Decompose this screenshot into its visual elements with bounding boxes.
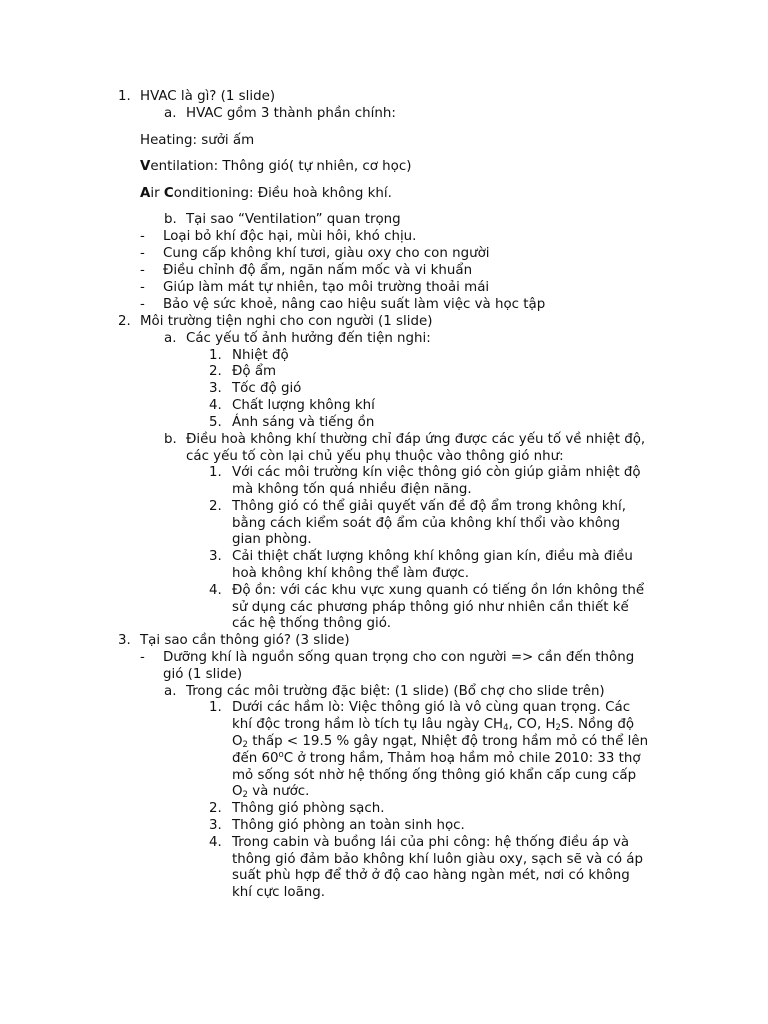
- point-text: sử dụng các phương pháp thông gió như nhiên cần thiết kế: [232, 600, 629, 615]
- list-letter: a.: [164, 684, 177, 699]
- list-number: 5.: [209, 415, 222, 430]
- item-text: thông gió đảm bảo không khí luôn giàu oxy, sạch sẽ và có áp: [232, 852, 644, 867]
- item-text: Thông gió phòng an toàn sinh học.: [232, 818, 465, 833]
- list-number: 2.: [118, 314, 131, 329]
- list-number: 4.: [209, 835, 222, 850]
- list-item-text: Các yếu tố ảnh hưởng đến tiện nghi:: [186, 331, 431, 346]
- section-1-title: HVAC là gì? (1 slide): [140, 89, 276, 104]
- dash-bullet: -: [140, 263, 145, 278]
- dash-bullet: -: [140, 229, 145, 244]
- item-text: Trong cabin và buồng lái của phi công: hệ thống điều áp và: [232, 835, 630, 850]
- section-2-title: Môi trường tiện nghi cho con người (1 slide): [140, 314, 433, 329]
- list-number: 1.: [209, 348, 222, 363]
- item-text: mỏ sống sót nhờ hệ thống ống thông gió khẩn cấp cung cấp: [232, 768, 637, 783]
- air-conditioning-line: Air Conditioning: Điều hoà không khí.: [140, 186, 392, 201]
- point-text: gian phòng.: [232, 532, 312, 547]
- point-text: Độ ồn: với các khu vực xung quanh có tiếng ồn lớn không thể: [232, 583, 645, 598]
- list-number: 2.: [209, 499, 222, 514]
- bullet-text: Dưỡng khí là nguồn sống quan trọng cho con người => cần đến thông: [163, 650, 635, 665]
- bullet-text: Loại bỏ khí độc hại, mùi hôi, khó chịu.: [163, 229, 417, 244]
- list-number: 1.: [209, 465, 222, 480]
- list-number: 3.: [209, 818, 222, 833]
- point-text: mà không tốn quá nhiều điện năng.: [232, 482, 472, 497]
- list-letter: a.: [164, 331, 177, 346]
- list-number: 3.: [209, 381, 222, 396]
- item-text: Thông gió phòng sạch.: [232, 801, 385, 816]
- list-number: 1.: [209, 700, 222, 715]
- dash-bullet: -: [140, 650, 145, 665]
- bullet-text: gió (1 slide): [163, 667, 243, 682]
- factor-text: Nhiệt độ: [232, 348, 289, 363]
- item-text: đến 60$^o$C ở trong hầm, Thảm hoạ hầm mỏ chile 2010: 33 thợ: [232, 750, 641, 766]
- list-item-text: Tại sao “Ventilation” quan trọng: [186, 212, 401, 227]
- bullet-text: Điều chỉnh độ ẩm, ngăn nấm mốc và vi khuẩn: [163, 263, 473, 278]
- list-number: 4.: [209, 398, 222, 413]
- list-item-text: HVAC gồm 3 thành phần chính:: [186, 106, 396, 121]
- list-letter: b.: [164, 212, 177, 227]
- bullet-text: Bảo vệ sức khoẻ, nâng cao hiệu suất làm việc và học tập: [163, 297, 546, 312]
- list-letter: b.: [164, 432, 177, 447]
- ventilation-line: Ventilation: Thông gió( tự nhiên, cơ học): [140, 159, 412, 174]
- point-text: Cải thiệt chất lượng không khí không gian kín, điều mà điều: [232, 549, 633, 564]
- dash-bullet: -: [140, 246, 145, 261]
- bullet-text: Cung cấp không khí tươi, giàu oxy cho con người: [163, 246, 490, 261]
- factor-text: Ánh sáng và tiếng ồn: [232, 415, 375, 430]
- list-number: 2.: [209, 801, 222, 816]
- list-number: 4.: [209, 583, 222, 598]
- factor-text: Độ ẩm: [232, 364, 277, 379]
- list-number: 3.: [209, 549, 222, 564]
- section-3-title: Tại sao cần thông gió? (3 slide): [140, 633, 350, 648]
- point-text: Thông gió có thể giải quyết vấn đề độ ẩm trong không khí,: [232, 499, 626, 514]
- heating-line: Heating: sưởi ấm: [140, 133, 255, 148]
- point-text: các hệ thống thông gió.: [232, 616, 391, 631]
- bullet-text: Giúp làm mát tự nhiên, tạo môi trường thoải mái: [163, 280, 490, 295]
- item-text: $O_2$ và nước.: [232, 784, 310, 800]
- dash-bullet: -: [140, 297, 145, 312]
- item-text: $O_2$ thấp < 19.5 % gây ngạt, Nhiệt độ trong hầm mỏ có thể lên: [232, 734, 649, 750]
- point-text: Với các môi trường kín việc thông gió còn giúp giảm nhiệt độ: [232, 465, 641, 480]
- dash-bullet: -: [140, 280, 145, 295]
- factor-text: Tốc độ gió: [232, 381, 302, 396]
- point-text: hoà không khí không thể làm được.: [232, 566, 469, 581]
- item-text: suất phù hợp để thở ở độ cao hàng ngàn mét, nơi có không: [232, 868, 630, 883]
- list-number: 1.: [118, 89, 131, 104]
- list-item-text: các yếu tố còn lại chủ yếu phụ thuộc vào thông gió như:: [186, 449, 564, 464]
- list-item-text: Trong các môi trường đặc biệt: (1 slide) (Bổ chợ cho slide trên): [186, 684, 605, 699]
- list-number: 2.: [209, 364, 222, 379]
- list-number: 3.: [118, 633, 131, 648]
- item-text: khí độc trong hầm lò tích tụ lâu ngày $CH_4$, CO, $H_2S$. Nồng độ: [232, 717, 635, 733]
- item-text: khí cực loãng.: [232, 885, 326, 900]
- item-text: Dưới các hầm lò: Việc thông gió là vô cùng quan trọng. Các: [232, 700, 631, 715]
- point-text: bằng cách kiểm soát độ ẩm của không khí thổi vào không: [232, 516, 621, 531]
- factor-text: Chất lượng không khí: [232, 398, 375, 413]
- list-item-text: Điều hoà không khí thường chỉ đáp ứng được các yếu tố về nhiệt độ,: [186, 432, 646, 447]
- list-letter: a.: [164, 106, 177, 121]
